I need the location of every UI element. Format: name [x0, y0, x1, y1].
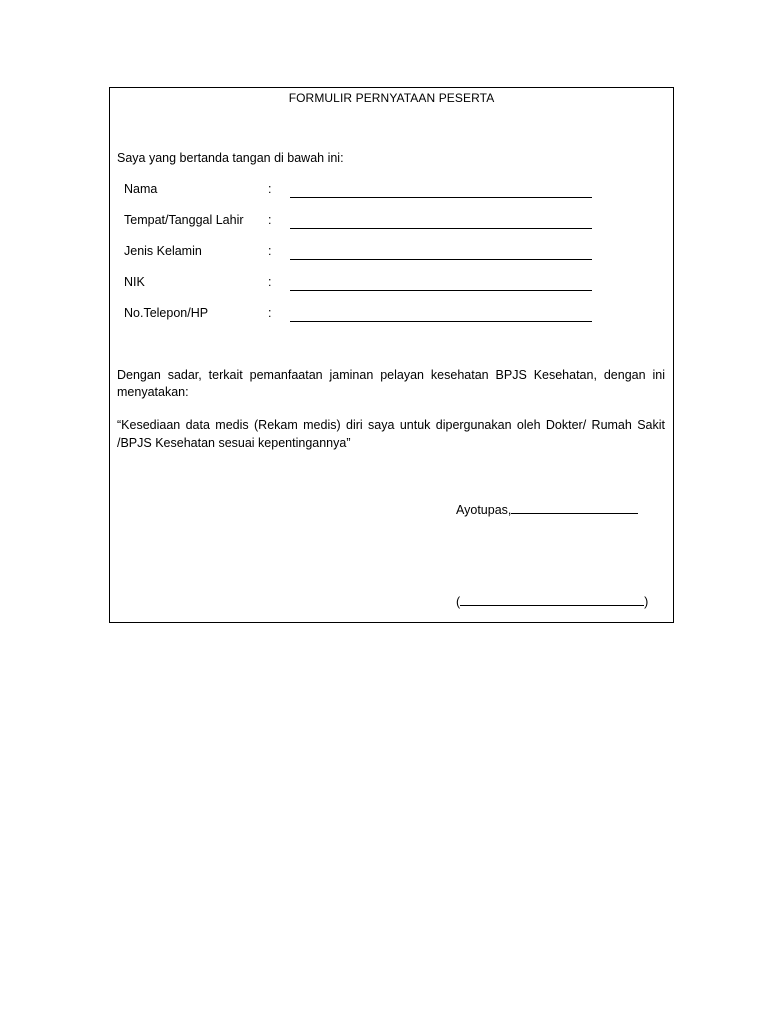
field-label: No.Telepon/HP [124, 306, 209, 320]
consent-quote: “Kesediaan data medis (Rekam medis) diri saya untuk dipergunakan oleh Dokter/ Rumah Sakit /BPJS Kesehatan sesuai kepentingannya” [117, 418, 665, 450]
field-blank-line[interactable] [290, 215, 592, 229]
statement-form [109, 87, 674, 623]
date-blank-line[interactable] [511, 501, 638, 514]
field-colon: : [268, 275, 272, 289]
field-label: Tempat/Tanggal Lahir [124, 213, 244, 227]
statement-text: Dengan sadar, terkait pemanfaatan jaminan pelayan kesehatan BPJS Kesehatan, dengan ini menyatakan: [117, 368, 665, 399]
field-colon: : [268, 244, 272, 258]
field-colon: : [268, 306, 272, 320]
field-row-tempat-tanggal-lahir [124, 213, 604, 244]
field-blank-line[interactable] [290, 277, 592, 291]
field-blank-line[interactable] [290, 308, 592, 322]
field-blank-line[interactable] [290, 246, 592, 260]
field-label: NIK [124, 275, 145, 289]
field-label: Nama [124, 182, 158, 196]
field-row-nik [124, 275, 604, 306]
intro-text: Saya yang bertanda tangan di bawah ini: [117, 151, 344, 165]
place-date-line [456, 501, 638, 517]
field-blank-line[interactable] [290, 184, 592, 198]
signature-line [456, 593, 648, 609]
fields-list [124, 182, 604, 337]
field-row-nama [124, 182, 604, 213]
signature-close-paren: ) [644, 595, 649, 609]
field-label: Jenis Kelamin [124, 244, 202, 258]
signature-open-paren: ( [456, 595, 461, 609]
field-row-jenis-kelamin [124, 244, 604, 275]
field-colon: : [268, 213, 272, 227]
form-title: FORMULIR PERNYATAAN PESERTA [288, 91, 495, 105]
place-label: Ayotupas, [456, 503, 512, 517]
field-colon: : [268, 182, 272, 196]
field-row-telepon [124, 306, 604, 337]
signature-blank-line[interactable] [460, 593, 644, 606]
